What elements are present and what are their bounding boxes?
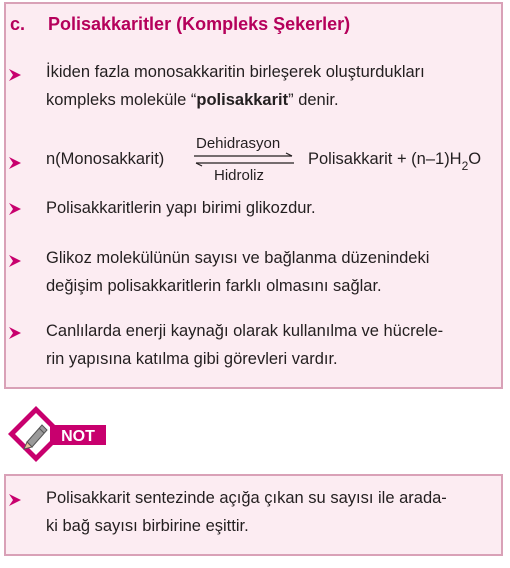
chevron-right-icon xyxy=(8,156,22,170)
bullet-4-line-1: Canlılarda enerji kaynağı olarak kullanılma ve hücrele- xyxy=(46,322,444,340)
section-heading xyxy=(10,14,350,35)
reaction-equation xyxy=(46,135,506,184)
reaction-reverse-label: Hidroliz xyxy=(214,167,265,184)
bullet-item-2 xyxy=(46,194,498,222)
chevron-right-icon xyxy=(8,68,22,82)
chevron-right-icon xyxy=(8,254,22,268)
note-line-2: ki bağ sayısı birbirine eşittir. xyxy=(46,517,249,535)
bullet-item-4 xyxy=(46,317,498,373)
reaction-forward-label: Dehidrasyon xyxy=(196,135,281,152)
note-line-1: Polisakkarit sentezinde açığa çıkan su sayısı ile arada- xyxy=(46,489,447,507)
note-label: NOT xyxy=(61,428,95,445)
bullet-1-line-2: kompleks moleküle “polisakkarit” denir. xyxy=(46,91,339,109)
section-letter: c. xyxy=(10,14,26,34)
note-text xyxy=(46,484,498,540)
bullet-item-3 xyxy=(46,244,498,300)
reaction-product: Polisakkarit + $(n-1)H_2O$ xyxy=(308,150,482,174)
section-title: Polisakkaritler (Kompleks Şekerler) xyxy=(48,14,351,34)
note-badge xyxy=(6,404,110,466)
bullet-4-line-2: rin yapısına katılma gibi görevleri vardır. xyxy=(46,350,338,368)
bullet-item-1 xyxy=(46,58,498,114)
bullet-2-line-1: Polisakkaritlerin yapı birimi glikozdur. xyxy=(46,199,316,217)
equilibrium-arrows-icon xyxy=(192,152,298,168)
term-polisakkarit: polisakkarit xyxy=(196,91,289,109)
bullet-3-line-2: değişim polisakkaritlerin farklı olmasını sağlar. xyxy=(46,277,382,295)
bullet-3-line-1: Glikoz molekülünün sayısı ve bağlanma düzenindeki xyxy=(46,249,430,267)
reaction-reactant: n(Monosakkarit) xyxy=(46,150,165,168)
chevron-right-icon xyxy=(8,326,22,340)
chevron-right-icon xyxy=(8,493,22,507)
bullet-1-line-1: İkiden fazla monosakkaritin birleşerek oluşturdukları xyxy=(46,63,425,81)
chevron-right-icon xyxy=(8,202,22,216)
